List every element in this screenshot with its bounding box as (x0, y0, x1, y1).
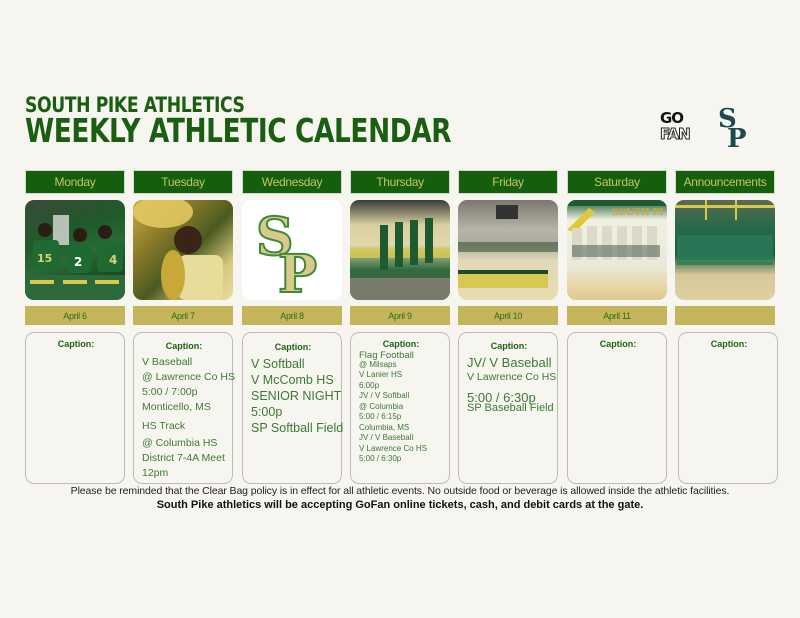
date-bar-announcements (675, 306, 775, 325)
caption-line: 5:00 / 6:30p (467, 390, 536, 405)
date-bar-friday: April 10 (458, 306, 558, 325)
caption-line: V Lawrence Co HS (467, 371, 557, 383)
day-header-wednesday: Wednesday (242, 170, 342, 194)
caption-line: @ Milsaps (359, 359, 397, 369)
caption-label: Caption: (57, 339, 95, 349)
date-bar-saturday: April 11 (567, 306, 667, 325)
gofan-go-text: GO (660, 108, 684, 127)
caption-label: Caption: (382, 339, 420, 349)
photo-gymnasium-court (458, 200, 558, 300)
caption-line: Columbia, MS (359, 422, 410, 432)
photo-basketball-team-huddle (25, 200, 125, 300)
caption-line: JV / V Softball (359, 391, 410, 400)
caption-line: SENIOR NIGHT (251, 389, 342, 403)
svg-text:S: S (718, 104, 737, 134)
clear-bag-notice: Please be reminded that the Clear Bag policy is in effect for all athletic events. No outside food or beverage is allowed inside the athletic facilities. (70, 485, 730, 497)
day-header-friday: Friday (458, 170, 558, 194)
caption-line: HS Track (142, 420, 186, 432)
date-bar-tuesday: April 7 (133, 306, 233, 325)
caption-line: V Lawrence Co HS (359, 443, 428, 453)
caption-line: SP Baseball Field (467, 402, 554, 414)
caption-line: @ Columbia (359, 401, 404, 411)
payment-notice: South Pike athletics will be accepting GoFan online tickets, cash, and debit cards at the gate. (156, 499, 644, 511)
caption-label: Caption: (165, 341, 203, 351)
photo-band-sousaphone-player (133, 200, 233, 300)
caption-box-thursday (350, 332, 450, 484)
date-bar-thursday: April 9 (350, 306, 450, 325)
caption-label: Caption: (599, 339, 637, 349)
page-subtitle: SOUTH PIKE ATHLETICS (25, 93, 245, 117)
day-header-tuesday: Tuesday (133, 170, 233, 194)
day-header-announcements: Announcements (675, 170, 775, 194)
caption-line: V Softball (251, 357, 305, 371)
caption-box-saturday (567, 332, 667, 484)
date-bar-wednesday: April 8 (242, 306, 342, 325)
caption-line: Flag Football (359, 349, 414, 361)
caption-line: 5:00 / 6:30p (359, 454, 402, 463)
caption-line: 5:00p (251, 405, 283, 419)
caption-box-wednesday (242, 332, 342, 484)
caption-box-friday (458, 332, 558, 484)
caption-label: Caption: (710, 339, 748, 349)
caption-box-announcements (678, 332, 778, 484)
caption-line: Monticello, MS (142, 401, 211, 413)
caption-line: SP Softball Field (251, 421, 344, 435)
svg-text:2: 2 (74, 255, 83, 269)
day-header-thursday: Thursday (350, 170, 450, 194)
caption-line: @ Columbia HS (142, 437, 218, 449)
caption-line: V Lanier HS (359, 370, 403, 379)
sp-monogram-logo (716, 103, 750, 149)
svg-text:S: S (256, 207, 294, 268)
title-block (25, 93, 558, 150)
photo-sp-logo (242, 200, 342, 300)
caption-line: District 7-4A Meet (142, 452, 225, 464)
caption-line: JV / V Baseball (359, 433, 414, 442)
caption-line: @ Lawrence Co HS (142, 371, 235, 383)
logos (660, 103, 750, 149)
caption-line: 5:00 / 6:15p (359, 412, 402, 421)
svg-text:15: 15 (37, 252, 53, 265)
svg-text:SOUTH PI: SOUTH PI (612, 208, 664, 218)
svg-text:P: P (278, 244, 318, 300)
caption-label: Caption: (274, 342, 312, 352)
caption-line: 5:00 / 7:00p (142, 386, 198, 398)
caption-box-monday (25, 332, 125, 484)
date-bar-monday: April 6 (25, 306, 125, 325)
day-header-monday: Monday (25, 170, 125, 194)
caption-line: 12pm (142, 467, 169, 479)
caption-box-tuesday (133, 332, 233, 484)
svg-text:P: P (727, 124, 747, 149)
day-header-saturday: Saturday (567, 170, 667, 194)
caption-line: JV/ V Baseball (467, 355, 552, 370)
caption-line: 6:00p (359, 380, 380, 390)
caption-line: V Baseball (142, 356, 193, 368)
svg-text:4: 4 (109, 253, 118, 267)
page-title: WEEKLY ATHLETIC CALENDAR (25, 111, 452, 150)
photo-football-team-gym (675, 200, 775, 300)
gofan-fan-text: FAN (660, 124, 690, 143)
photo-cheerleaders-bleachers (350, 200, 450, 300)
gofan-logo (660, 108, 708, 144)
caption-label: Caption: (490, 341, 528, 351)
caption-line: V McComb HS (251, 373, 334, 387)
photo-cheer-squad-south-pike (567, 200, 667, 300)
